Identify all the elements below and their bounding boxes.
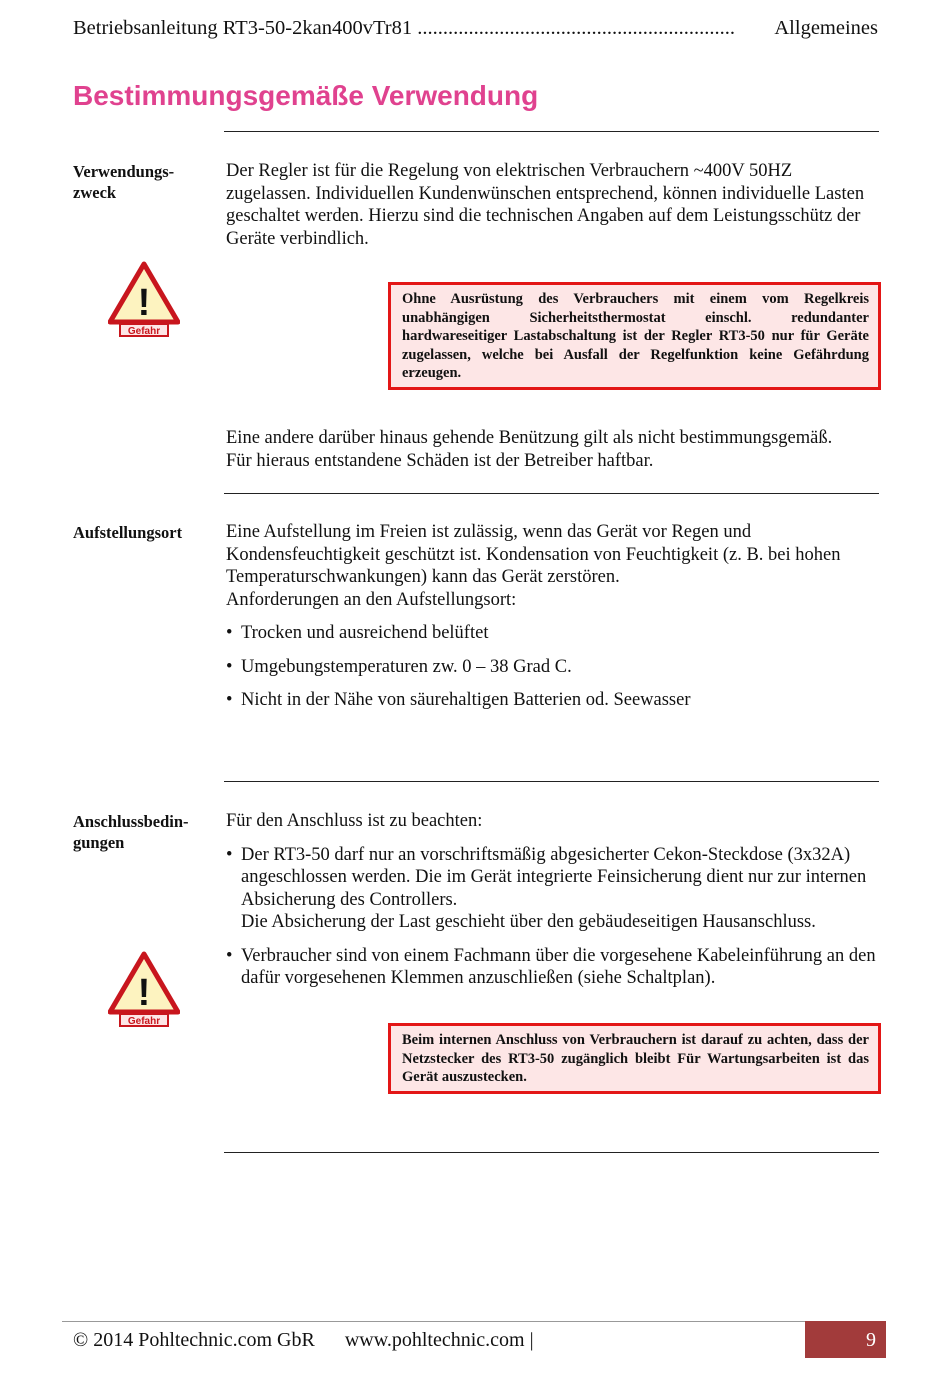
section-divider — [224, 781, 879, 782]
page-number: 9 — [866, 1329, 876, 1351]
section-divider — [224, 131, 879, 132]
hazard-exclamation: ! — [137, 972, 151, 1014]
section-divider — [224, 1152, 879, 1153]
list-item: • Verbraucher sind von einem Fachmann über die vorgesehene Kabeleinführung an den dafür vorgesehenen Klemmen anzuschließen (siehe Schaltplan). — [226, 945, 876, 988]
section-divider — [224, 493, 879, 494]
purpose-text: Der Regler ist für die Regelung von elektrischen Verbrauchern ~400V 50HZ zugelassen. Individuellen Kundenwünschen entsprechend, können individuelle Lasten geschaltet werden. Hierzu sind die technischen Angaben auf dem Leistungsschütz der Geräte verbindlich. — [226, 161, 865, 249]
footer-divider — [62, 1321, 807, 1322]
location-text: Eine Aufstellung im Freien ist zulässig, wenn das Gerät vor Regen und Kondensfeuchtigkeit geschützt ist. Kondensation von Feuchtigkeit (z. B. bei hohen Temperaturschwankungen) kann das Gerät zerstören. Anforderungen an den Aufstellungsort: • Trocken und ausreichend belüftet • Umgebungstemperaturen zw. 0 – 38 Grad C. • Nicht in der Nähe von säurehaltigen Batterien od. Seewasser — [226, 521, 878, 712]
danger-warning-icon — [108, 950, 180, 1030]
danger-warning-icon — [108, 260, 180, 340]
list-item: • Trocken und ausreichend belüftet — [226, 623, 489, 643]
footer-copyright: © 2014 Pohltechnic.com GbR — [73, 1329, 315, 1351]
warning-box-mains-plug: Beim internen Anschluss von Verbrauchern ist darauf zu achten, dass der Netzstecker des RT3-50 zugänglich bleibt Für Wartungsarbeiten ist das Gerät auszustecken. — [388, 1023, 881, 1094]
connection-text: Für den Anschluss ist zu beachten: • Der RT3-50 darf nur an vorschriftsmäßig abgesicherter Cekon-Steckdose (3x32A) angeschlossen werden. Die im Gerät integrierte Feinsicherung dient nur zur internen Absicherung des Controllers. Die Absicherung der Last geschieht über den gebäudeseitigen Hausanschluss. • Verbraucher sind von einem Fachmann über die vorgesehene Kabeleinführung an den dafür vorgesehenen Klemmen anzuschließen (siehe Schaltplan). — [226, 810, 878, 990]
footer-website: www.pohltechnic.com | — [344, 1329, 534, 1351]
header-chapter: Allgemeines — [774, 17, 878, 39]
hazard-exclamation: ! — [137, 282, 151, 324]
list-item: • Nicht in der Nähe von säurehaltigen Batterien od. Seewasser — [226, 690, 691, 710]
section-label-location: Aufstellungsort — [73, 523, 183, 542]
hazard-label: Gefahr — [127, 326, 161, 337]
header-doc-title: Betriebsanleitung RT3-50-2kan400vTr81 .............................................................. — [73, 17, 735, 39]
page-number-box — [805, 1321, 886, 1358]
list-item: • Umgebungstemperaturen zw. 0 – 38 Grad C. — [226, 656, 572, 677]
list-item: • Der RT3-50 darf nur an vorschriftsmäßig abgesicherter Cekon-Steckdose (3x32A) angeschlossen werden. Die im Gerät integrierte Feinsicherung dient nur zur internen Absicherung des Controllers. Die Absicherung der Last geschieht über den gebäudeseitigen Hausanschluss. — [226, 844, 867, 932]
warning-box-thermostat: Ohne Ausrüstung des Verbrauchers mit einem vom Regelkreis unabhängigen Sicherheitsthermostat einschl. redundanter hardwareseitiger Lastabschaltung ist der Regler RT3-50 nur für Geräte zugelassen, welche bei Ausfall der Regelfunktion keine Gefährdung erzeugen. — [388, 282, 881, 390]
hazard-label: Gefahr — [127, 1016, 161, 1027]
page-footer — [73, 1327, 534, 1353]
section-label-connection: Anschlussbedin- gungen — [73, 812, 189, 852]
page-header — [73, 14, 878, 42]
purpose-after-text: Eine andere darüber hinaus gehende Benützung gilt als nicht bestimmungsgemäß. Für hieraus entstandene Schäden ist der Betreiber haftbar. — [226, 428, 833, 471]
section-label-purpose: Verwendungs- zweck — [73, 162, 175, 202]
page-title: Bestimmungsgemäße Verwendung — [73, 80, 539, 111]
